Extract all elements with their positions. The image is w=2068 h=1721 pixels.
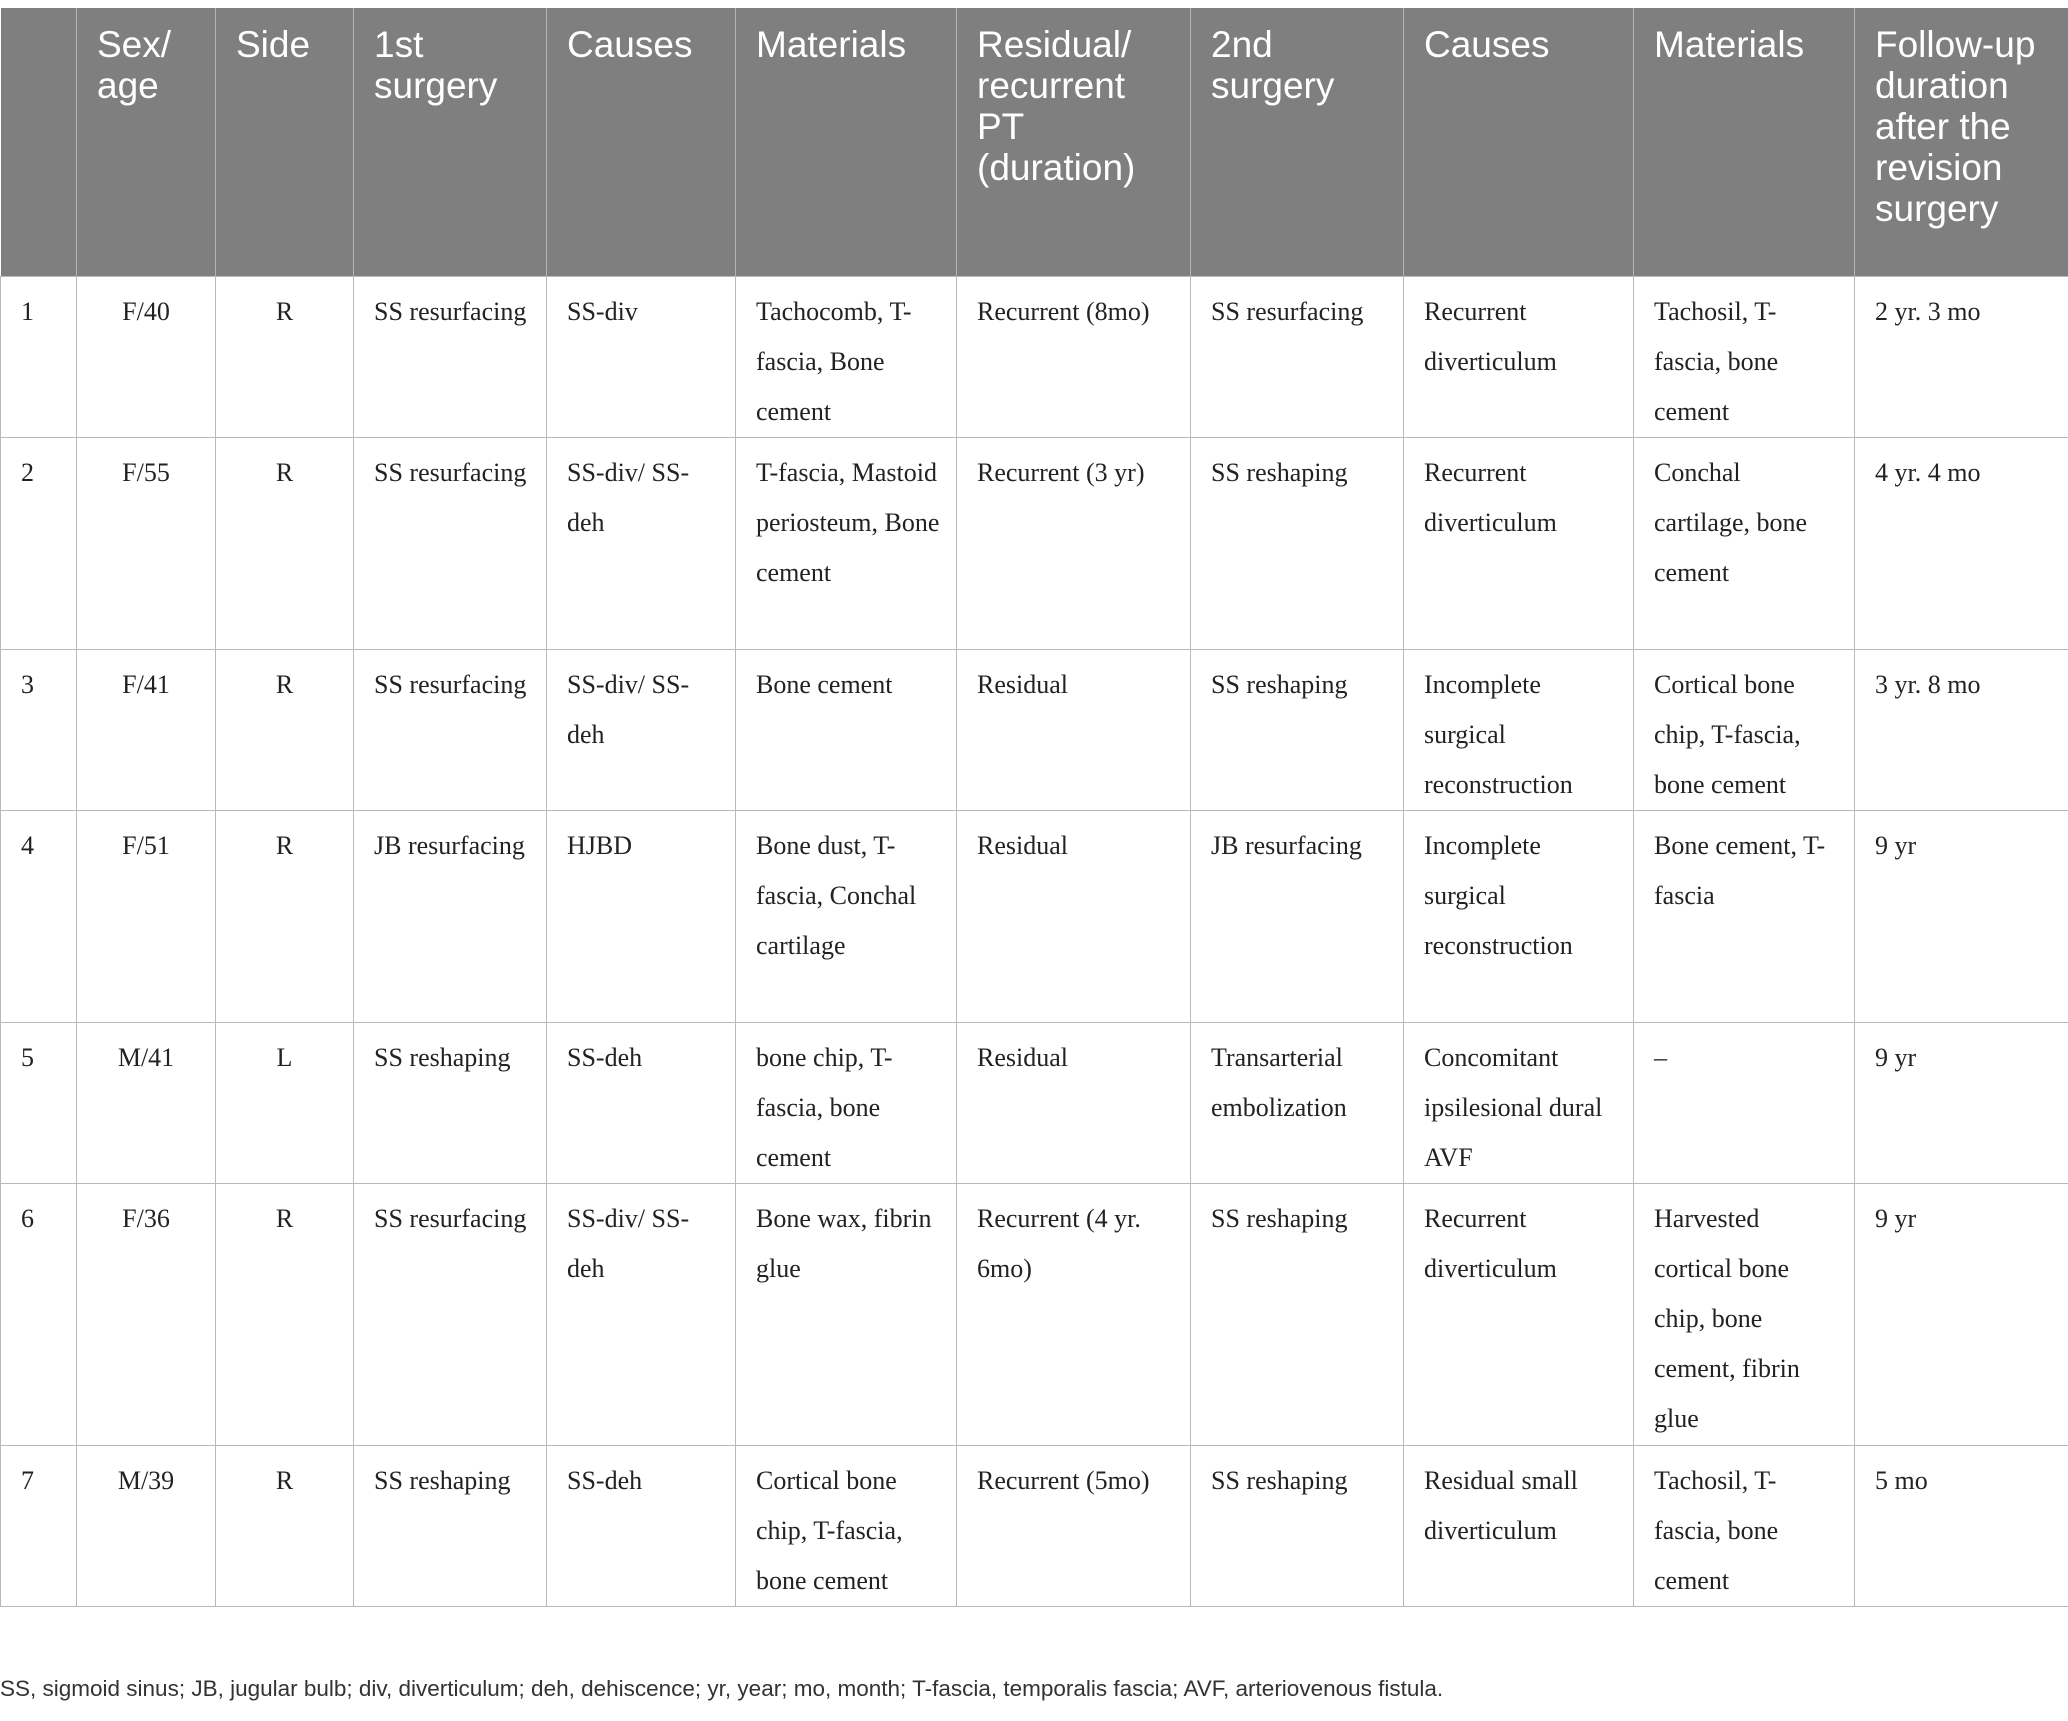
causes-cell: SS-deh	[547, 1022, 736, 1183]
materials-cell: Bone dust, T-fascia, Conchal cartilage	[736, 810, 957, 1022]
sex-age-cell: M/41	[77, 1022, 216, 1183]
row-index: 4	[1, 810, 77, 1022]
table-row	[1, 810, 2068, 1022]
side-cell: R	[216, 1183, 354, 1445]
residual-recurrent-cell: Residual	[957, 649, 1191, 810]
residual-recurrent-cell: Residual	[957, 1022, 1191, 1183]
row-index: 2	[1, 437, 77, 649]
materials-cell: Bone cement	[736, 649, 957, 810]
header-materials-2: Materials	[1634, 8, 1855, 276]
header-second-surgery: 2nd surgery	[1191, 8, 1404, 276]
materials-cell: T-fascia, Mastoid periosteum, Bone cement	[736, 437, 957, 649]
causes-cell: Concomitant ipsilesional dural AVF	[1404, 1022, 1634, 1183]
residual-recurrent-cell: Recurrent (4 yr. 6mo)	[957, 1183, 1191, 1445]
follow-up-cell: 9 yr	[1855, 1183, 2068, 1445]
materials-cell: Tachocomb, T-fascia, Bone cement	[736, 276, 957, 437]
second-surgery-cell: SS reshaping	[1191, 1445, 1404, 1606]
follow-up-cell: 3 yr. 8 mo	[1855, 649, 2068, 810]
follow-up-cell: 9 yr	[1855, 1022, 2068, 1183]
sex-age-cell: M/39	[77, 1445, 216, 1606]
causes-cell: Incomplete surgical reconstruction	[1404, 810, 1634, 1022]
header-residual-recurrent: Residual/ recurrent PT (duration)	[957, 8, 1191, 276]
side-cell: R	[216, 1445, 354, 1606]
second-surgery-cell: SS reshaping	[1191, 649, 1404, 810]
materials-cell: Cortical bone chip, T-fascia, bone cement	[1634, 649, 1855, 810]
follow-up-cell: 4 yr. 4 mo	[1855, 437, 2068, 649]
causes-cell: Recurrent diverticulum	[1404, 1183, 1634, 1445]
side-cell: L	[216, 1022, 354, 1183]
table-row	[1, 1022, 2068, 1183]
materials-cell: Tachosil, T-fascia, bone cement	[1634, 1445, 1855, 1606]
materials-cell: Tachosil, T-fascia, bone cement	[1634, 276, 1855, 437]
table-row	[1, 437, 2068, 649]
follow-up-cell: 9 yr	[1855, 810, 2068, 1022]
header-index	[1, 8, 77, 276]
row-index: 7	[1, 1445, 77, 1606]
materials-cell: Bone cement, T-fascia	[1634, 810, 1855, 1022]
first-surgery-cell: SS reshaping	[354, 1445, 547, 1606]
follow-up-cell: 2 yr. 3 mo	[1855, 276, 2068, 437]
header-materials-1: Materials	[736, 8, 957, 276]
first-surgery-cell: SS resurfacing	[354, 1183, 547, 1445]
materials-cell: Cortical bone chip, T-fascia, bone cement	[736, 1445, 957, 1606]
sex-age-cell: F/36	[77, 1183, 216, 1445]
side-cell: R	[216, 276, 354, 437]
row-index: 3	[1, 649, 77, 810]
causes-cell: SS-div/ SS-deh	[547, 437, 736, 649]
header-causes-2: Causes	[1404, 8, 1634, 276]
header-row	[1, 8, 2068, 276]
materials-cell: Conchal cartilage, bone cement	[1634, 437, 1855, 649]
residual-recurrent-cell: Recurrent (5mo)	[957, 1445, 1191, 1606]
materials-cell: bone chip, T-fascia, bone cement	[736, 1022, 957, 1183]
table-row	[1, 649, 2068, 810]
second-surgery-cell: SS reshaping	[1191, 437, 1404, 649]
row-index: 6	[1, 1183, 77, 1445]
causes-cell: Residual small diverticulum	[1404, 1445, 1634, 1606]
second-surgery-cell: SS reshaping	[1191, 1183, 1404, 1445]
header-causes-1: Causes	[547, 8, 736, 276]
side-cell: R	[216, 810, 354, 1022]
causes-cell: Recurrent diverticulum	[1404, 276, 1634, 437]
materials-cell: Bone wax, fibrin glue	[736, 1183, 957, 1445]
follow-up-cell: 5 mo	[1855, 1445, 2068, 1606]
residual-recurrent-cell: Recurrent (3 yr)	[957, 437, 1191, 649]
materials-cell: Harvested cortical bone chip, bone cement, fibrin glue	[1634, 1183, 1855, 1445]
table-row	[1, 1183, 2068, 1445]
sex-age-cell: F/40	[77, 276, 216, 437]
causes-cell: HJBD	[547, 810, 736, 1022]
row-index: 5	[1, 1022, 77, 1183]
residual-recurrent-cell: Recurrent (8mo)	[957, 276, 1191, 437]
header-sex-age: Sex/ age	[77, 8, 216, 276]
sex-age-cell: F/55	[77, 437, 216, 649]
side-cell: R	[216, 437, 354, 649]
sex-age-cell: F/51	[77, 810, 216, 1022]
table-row	[1, 276, 2068, 437]
materials-cell: –	[1634, 1022, 1855, 1183]
side-cell: R	[216, 649, 354, 810]
causes-cell: Incomplete surgical reconstruction	[1404, 649, 1634, 810]
first-surgery-cell: SS reshaping	[354, 1022, 547, 1183]
second-surgery-cell: Transarterial embolization	[1191, 1022, 1404, 1183]
second-surgery-cell: SS resurfacing	[1191, 276, 1404, 437]
table-row	[1, 1445, 2068, 1606]
header-side: Side	[216, 8, 354, 276]
first-surgery-cell: SS resurfacing	[354, 276, 547, 437]
sex-age-cell: F/41	[77, 649, 216, 810]
second-surgery-cell: JB resurfacing	[1191, 810, 1404, 1022]
first-surgery-cell: SS resurfacing	[354, 437, 547, 649]
causes-cell: Recurrent diverticulum	[1404, 437, 1634, 649]
header-follow-up: Follow-up duration after the revision surgery	[1855, 8, 2068, 276]
causes-cell: SS-div/ SS-deh	[547, 649, 736, 810]
causes-cell: SS-div	[547, 276, 736, 437]
causes-cell: SS-deh	[547, 1445, 736, 1606]
residual-recurrent-cell: Residual	[957, 810, 1191, 1022]
table-footnote: SS, sigmoid sinus; JB, jugular bulb; div, diverticulum; deh, dehiscence; yr, year; mo, month; T-fascia, temporalis fascia; AVF, arteriovenous fistula.	[0, 1676, 1444, 1701]
patient-table	[0, 8, 2068, 1607]
causes-cell: SS-div/ SS-deh	[547, 1183, 736, 1445]
row-index: 1	[1, 276, 77, 437]
first-surgery-cell: SS resurfacing	[354, 649, 547, 810]
first-surgery-cell: JB resurfacing	[354, 810, 547, 1022]
header-first-surgery: 1st surgery	[354, 8, 547, 276]
